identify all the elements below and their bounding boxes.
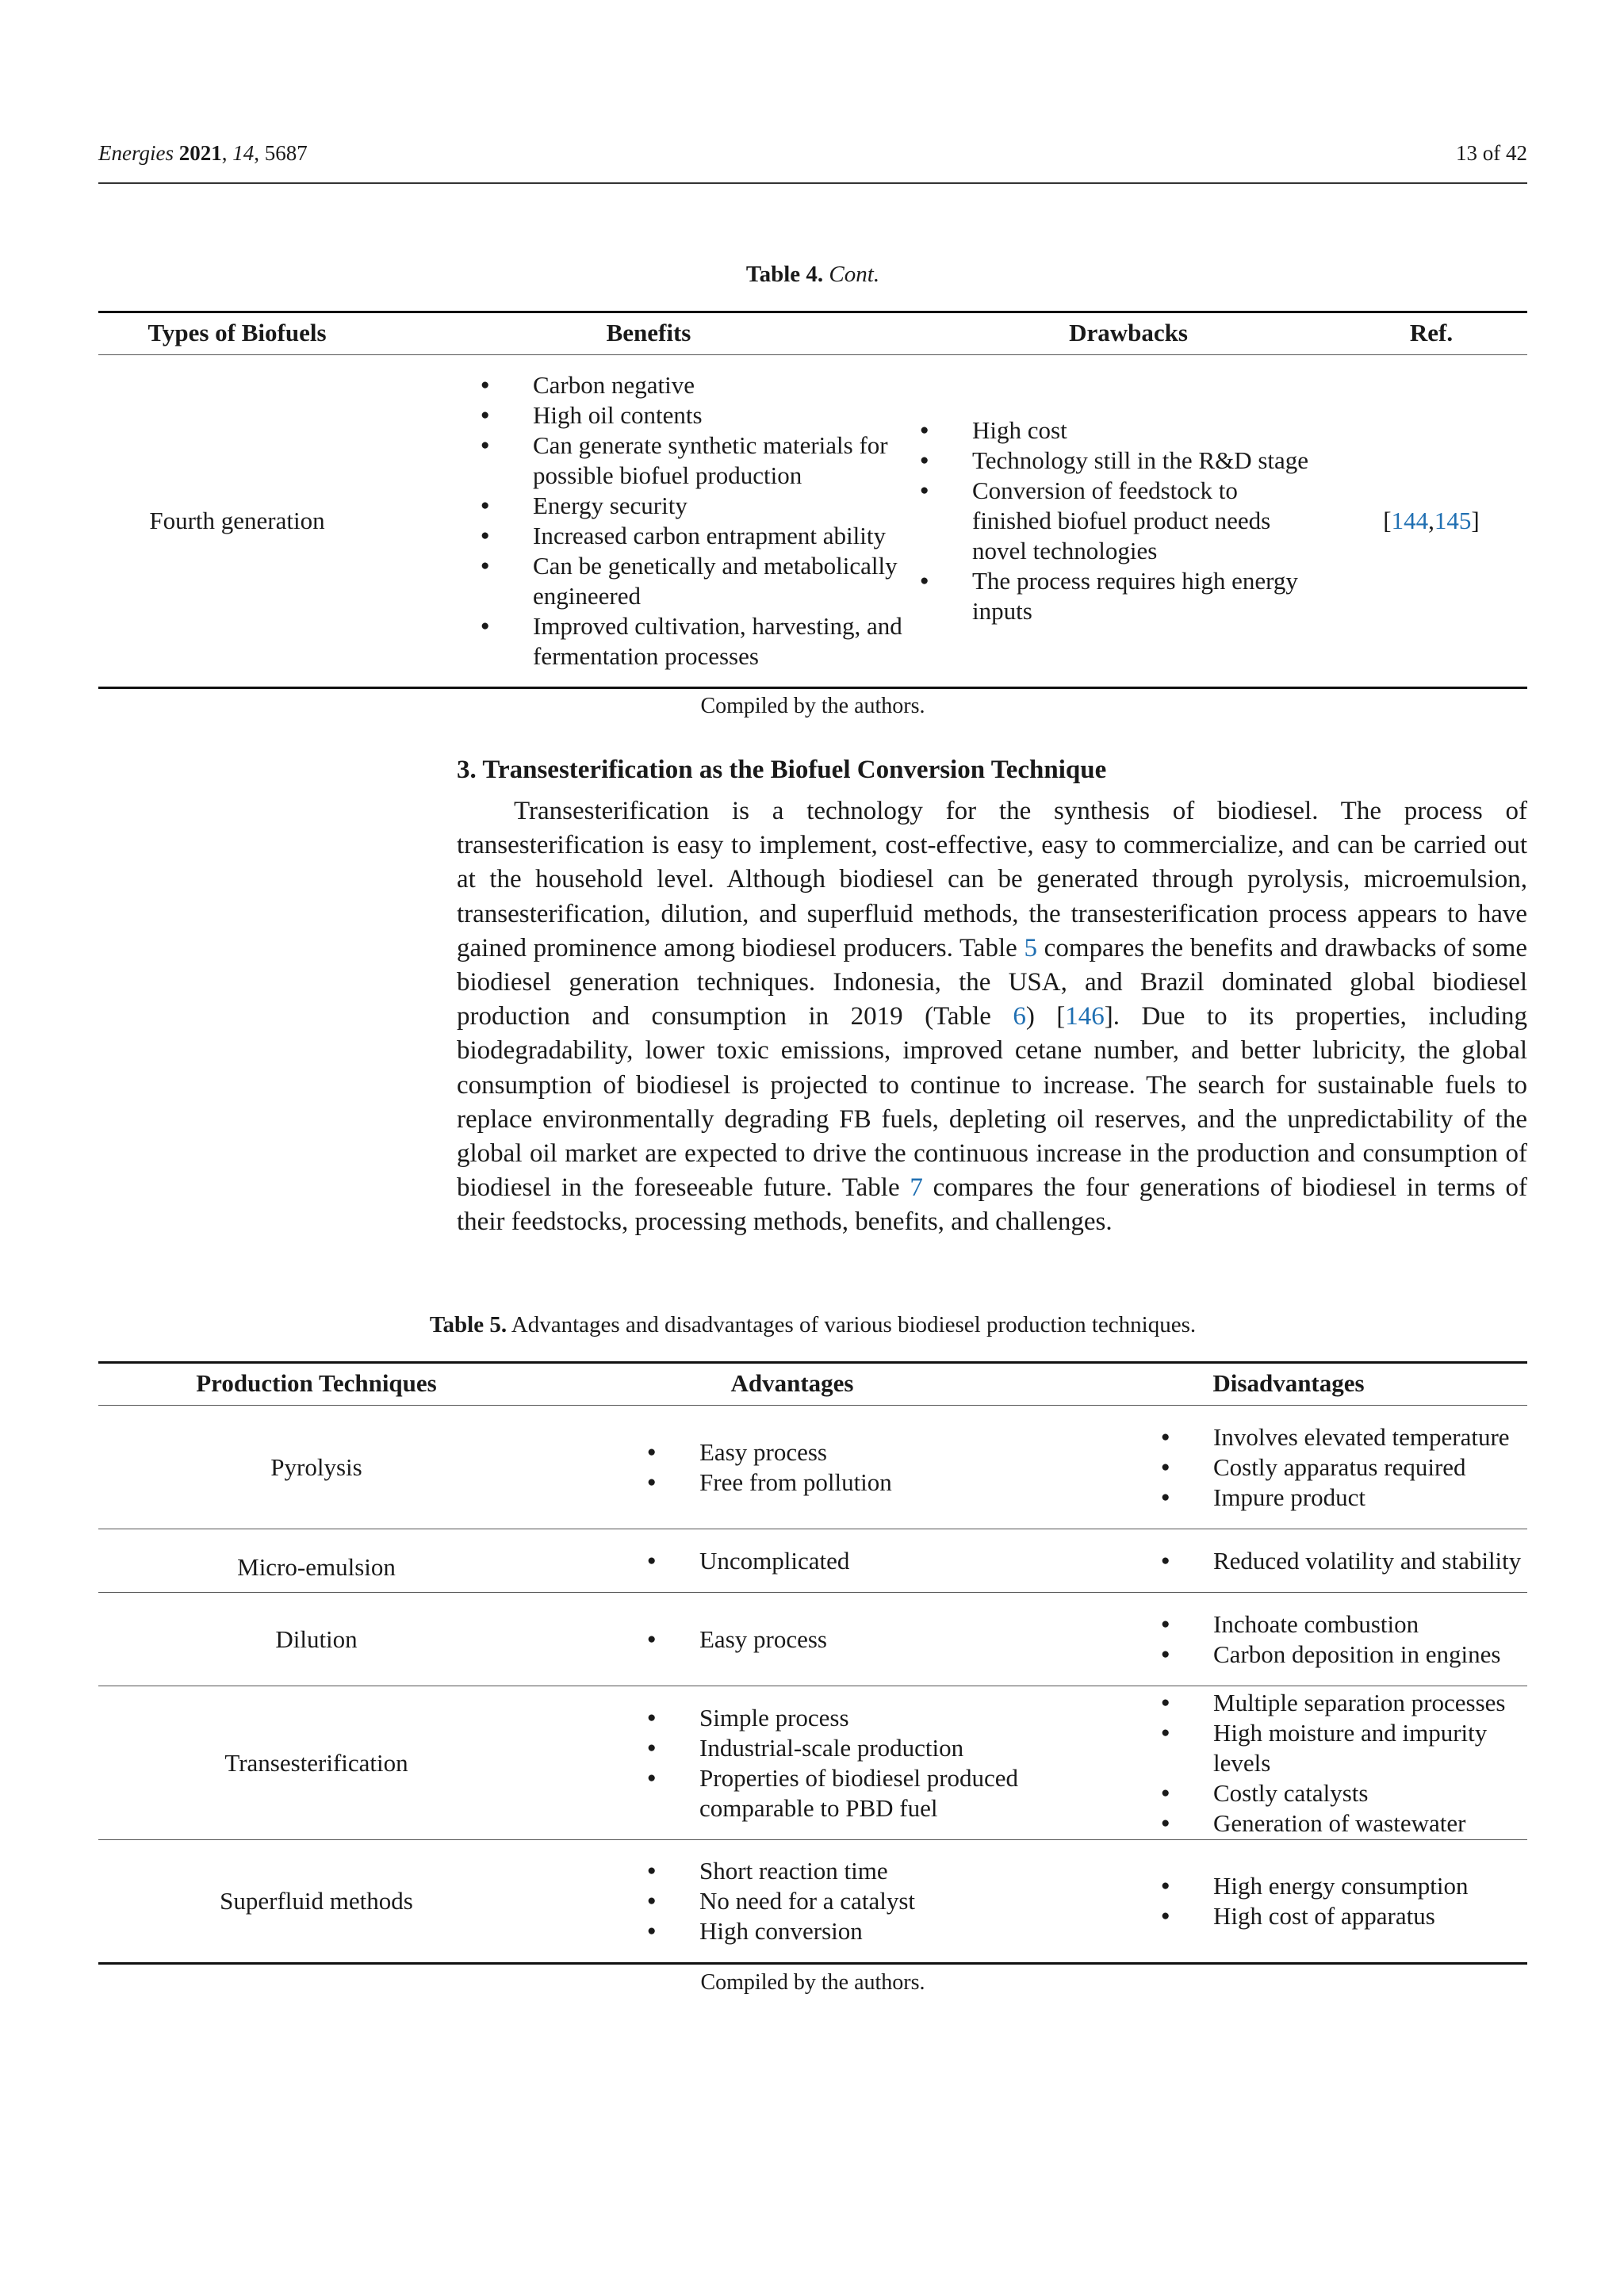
disadvantages-list [1159, 1609, 1527, 1670]
list-item: ● No need for a catalyst [645, 1886, 1050, 1916]
journal-volume: 14 [232, 141, 255, 165]
table-row [98, 1529, 1527, 1593]
table5-header-row [98, 1363, 1527, 1406]
list-item: ● Energy security [479, 491, 907, 521]
table5-header-advantages: Advantages [534, 1363, 1050, 1406]
list-item: ● Easy process [645, 1437, 1050, 1468]
table4-header-drawbacks: Drawbacks [921, 312, 1335, 355]
table5-caption [98, 1312, 1527, 1338]
biofuel-type: Fourth generation [98, 355, 376, 688]
technique-name: Dilution [98, 1593, 534, 1686]
technique-name: Micro-emulsion [98, 1529, 534, 1593]
disadvantages-list [1159, 1546, 1527, 1576]
list-item: ● Costly apparatus required [1159, 1452, 1527, 1483]
list-item: ● Can generate synthetic materials for possible biofuel production [479, 430, 907, 491]
list-item: ● High cost [918, 415, 1315, 446]
reference-cell: [144,145] [1335, 355, 1527, 688]
list-item: ● High cost of apparatus [1159, 1901, 1527, 1931]
advantages-list [645, 1703, 1026, 1823]
table-row [98, 1593, 1527, 1686]
disadvantages-list [1159, 1422, 1527, 1513]
list-item: ● Increased carbon entrapment ability [479, 521, 907, 551]
technique-name: Superfluid methods [98, 1840, 534, 1964]
table-5-link[interactable]: 5 [1024, 933, 1037, 962]
list-item: ● Easy process [645, 1624, 1050, 1655]
list-item: ● Technology still in the R&D stage [918, 446, 1315, 476]
table4-header-benefits: Benefits [376, 312, 921, 355]
table-row [98, 1406, 1527, 1529]
section-paragraph: Transesterification is a technology for the synthesis of biodiesel. The process of transesterification is easy to implement, cost-effective, easy to commercialize, and can be carried out at the household level. Although biodiesel can be generated through pyrolysis, microemulsion, transesterification, dilution, and superfluid methods, the transesterification process appears to have gained prominence among biodiesel producers. Table 5 compares the benefits and drawbacks of some biodiesel generation techniques. Indonesia, the USA, and Brazil dominated global biodiesel production and consumption in 2019 (Table 6) [146]. Due to its properties, including biodegradability, lower toxic emissions, improved cetane number, and better lubricity, the global consumption of biodiesel is projected to continue to increase. The search for sustainable fuels to replace environmentally degrading FB fuels, depleting oil reserves, and the unpredictability of the global oil market are expected to drive the continuous increase in the production and consumption of biodiesel in the foreseeable future. Table 7 compares the four generations of biodiesel in terms of their feedstocks, processing methods, benefits, and challenges. [457, 797, 1527, 1237]
table-6-link[interactable]: 6 [1013, 1002, 1026, 1031]
disadvantages-list [1159, 1688, 1527, 1839]
disadvantages-list [1159, 1871, 1527, 1931]
reference-link-144[interactable]: 144 [1391, 507, 1429, 534]
table-row [98, 355, 1527, 688]
list-item: ● Simple process [645, 1703, 1026, 1733]
table-row [98, 1840, 1527, 1964]
section-title: 3. Transesterification as the Biofuel Conversion Technique [457, 756, 1107, 784]
journal-year: 2021 [178, 141, 222, 165]
benefits-list [479, 370, 907, 672]
list-item: ● Short reaction time [645, 1856, 1050, 1886]
journal-name: Energies [98, 141, 174, 165]
list-item: ● Carbon deposition in engines [1159, 1640, 1527, 1670]
list-item: ● Impure product [1159, 1483, 1527, 1513]
list-item: ● Carbon negative [479, 370, 907, 400]
list-item: ● Involves elevated temperature [1159, 1422, 1527, 1452]
running-header-citation: Energies 2021, 14, 5687 [98, 141, 308, 165]
list-item: ● Free from pollution [645, 1468, 1050, 1498]
table5-caption-label: Table 5. [429, 1312, 508, 1337]
list-item: ● Reduced volatility and stability [1159, 1546, 1527, 1576]
header-rule [98, 182, 1527, 184]
list-item: ● The process requires high energy inputs [918, 566, 1315, 626]
table4-caption-text: Cont. [829, 262, 880, 287]
list-item: ● Industrial-scale production [645, 1733, 1026, 1763]
table4-header-ref: Ref. [1335, 312, 1527, 355]
reference-link-146[interactable]: 146 [1065, 1002, 1105, 1031]
table5-footnote: Compiled by the authors. [700, 1970, 925, 1995]
list-item: ● Properties of biodiesel produced comparable to PBD fuel [645, 1763, 1026, 1823]
list-item: ● Can be genetically and metabolically engineered [479, 551, 907, 611]
table4-footnote: Compiled by the authors. [700, 694, 925, 718]
list-item: ● High moisture and impurity levels [1159, 1718, 1527, 1778]
reference-link-145[interactable]: 145 [1434, 507, 1472, 534]
table4-header-row [98, 312, 1527, 355]
table-row [98, 1686, 1527, 1840]
table4-caption [98, 262, 1527, 288]
table4-caption-label: Table 4. [745, 262, 824, 287]
advantages-list [645, 1546, 1050, 1576]
page-number: 13 of 42 [1456, 141, 1527, 165]
list-item: ● Conversion of feedstock to finished biofuel product needs novel technologies [918, 476, 1315, 566]
list-item: ● High energy consumption [1159, 1871, 1527, 1901]
technique-name: Transesterification [98, 1686, 534, 1840]
list-item: ● Multiple separation processes [1159, 1688, 1527, 1718]
table5-header-technique: Production Techniques [98, 1363, 534, 1406]
table4 [98, 311, 1527, 689]
advantages-list [645, 1624, 1050, 1655]
list-item: ● Uncomplicated [645, 1546, 1050, 1576]
table4-header-type: Types of Biofuels [98, 312, 376, 355]
list-item: ● Improved cultivation, harvesting, and fermentation processes [479, 611, 907, 672]
article-number: 5687 [264, 141, 308, 165]
list-item: ● Costly catalysts [1159, 1778, 1527, 1808]
list-item: ● High conversion [645, 1916, 1050, 1946]
list-item: ● Inchoate combustion [1159, 1609, 1527, 1640]
advantages-list [645, 1437, 1050, 1498]
list-item: ● High oil contents [479, 400, 907, 430]
table5-caption-text: Advantages and disadvantages of various biodiesel production techniques. [511, 1312, 1197, 1337]
table-7-link[interactable]: 7 [910, 1173, 923, 1203]
table5-header-disadvantages: Disadvantages [1050, 1363, 1527, 1406]
advantages-list [645, 1856, 1050, 1946]
drawbacks-list [918, 415, 1315, 626]
technique-name: Pyrolysis [98, 1406, 534, 1529]
table5 [98, 1361, 1527, 1965]
list-item: ● Generation of wastewater [1159, 1808, 1527, 1839]
